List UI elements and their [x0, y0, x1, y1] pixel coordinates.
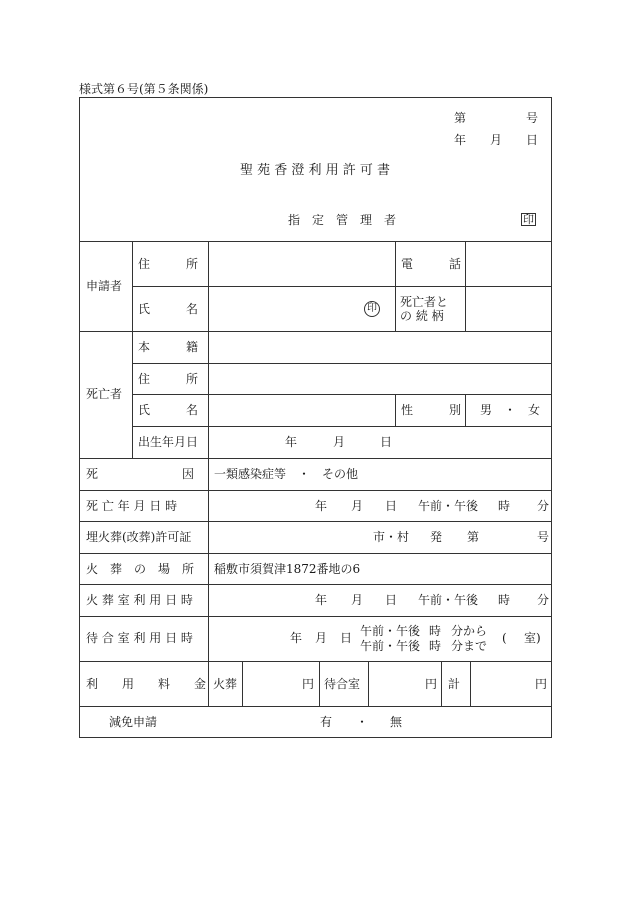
- cremation-month: 月: [351, 593, 364, 607]
- exemption-yes: 有: [320, 715, 333, 729]
- fee-label: 利 用 料 金: [86, 677, 207, 691]
- room-open-paren: (: [502, 631, 507, 645]
- applicant-group-label: 申請者: [86, 279, 123, 293]
- death-ampm: 午前・午後: [418, 499, 479, 513]
- form-caption: 様式第６号(第５条関係): [79, 82, 209, 96]
- deceased-sex-value: 男 ・ 女: [480, 403, 541, 417]
- place-value: 稲敷市須賀津1872番地の6: [214, 562, 361, 576]
- cause-label: 死 因: [86, 467, 195, 481]
- header-date-day: 日: [526, 133, 539, 147]
- cremation-ampm: 午前・午後: [418, 593, 479, 607]
- death-day: 日: [385, 499, 398, 513]
- fee-cremation-label: 火葬: [213, 677, 238, 691]
- waiting-from-minute: 分から: [451, 624, 488, 638]
- applicant-seal-icon: 印: [364, 301, 380, 317]
- deceased-birth-label: 出生年月日: [138, 435, 199, 449]
- waiting-until-ampm: 午前・午後: [360, 639, 421, 653]
- header-date-month: 月: [490, 133, 503, 147]
- death-minute: 分: [537, 499, 550, 513]
- waiting-room-label: 待 合 室 利 用 日 時: [86, 631, 193, 645]
- permit-form: [79, 97, 552, 738]
- permit-go: 号: [537, 530, 550, 544]
- fee-total-yen: 円: [535, 677, 548, 691]
- deceased-address-label: 住 所: [138, 372, 199, 386]
- room-close: 室): [524, 631, 541, 645]
- fee-cremation-yen: 円: [302, 677, 315, 691]
- permit-no: 第: [467, 530, 480, 544]
- cause-value: 一類感染症等 ・ その他: [214, 467, 359, 481]
- waiting-from-ampm: 午前・午後: [360, 624, 421, 638]
- exemption-dot: ・: [356, 715, 369, 729]
- deceased-group-label: 死亡者: [86, 387, 123, 401]
- cremation-year: 年: [315, 593, 328, 607]
- place-label: 火 葬 の 場 所: [86, 562, 195, 576]
- permit-city: 市・村: [373, 530, 410, 544]
- birth-month: 月: [333, 435, 346, 449]
- death-month: 月: [351, 499, 364, 513]
- waiting-from-hour: 時: [429, 624, 442, 638]
- birth-day: 日: [380, 435, 393, 449]
- exemption-no: 無: [390, 715, 403, 729]
- waiting-month: 月: [315, 631, 328, 645]
- header-date-year: 年: [454, 133, 467, 147]
- exemption-label: 減免申請: [109, 715, 158, 729]
- cremation-minute: 分: [537, 593, 550, 607]
- manager-label: 指 定 管 理 者: [288, 213, 397, 227]
- relation-label-line1: 死亡者と: [400, 295, 449, 309]
- fee-waiting-yen: 円: [425, 677, 438, 691]
- fee-total-label: 計: [448, 677, 461, 691]
- relation-label-line2: の 続 柄: [400, 309, 444, 323]
- birth-year: 年: [285, 435, 298, 449]
- waiting-year: 年: [290, 631, 303, 645]
- permit-number-suffix: 号: [526, 111, 539, 125]
- permit-label: 埋火葬(改葬)許可証: [86, 530, 192, 544]
- applicant-name-label: 氏 名: [138, 302, 199, 316]
- manager-seal-icon: 印: [523, 213, 534, 226]
- cremation-room-label: 火 葬 室 利 用 日 時: [86, 593, 193, 607]
- fee-waiting-label: 待合室: [324, 677, 361, 691]
- deceased-name-label: 氏 名: [138, 403, 199, 417]
- waiting-until-minute: 分まで: [451, 639, 488, 653]
- cremation-day: 日: [385, 593, 398, 607]
- applicant-address-label: 住 所: [138, 257, 199, 271]
- permit-number-prefix: 第: [454, 111, 467, 125]
- deceased-sex-label: 性 別: [401, 403, 462, 417]
- deceased-domicile-label: 本 籍: [138, 340, 199, 354]
- applicant-phone-label: 電 話: [401, 257, 462, 271]
- waiting-day: 日: [340, 631, 353, 645]
- waiting-until-hour: 時: [429, 639, 442, 653]
- death-year: 年: [315, 499, 328, 513]
- death-datetime-label: 死 亡 年 月 日 時: [86, 499, 178, 513]
- cremation-hour: 時: [498, 593, 511, 607]
- death-hour: 時: [498, 499, 511, 513]
- page-title: 聖 苑 香 澄 利 用 許 可 書: [240, 163, 391, 178]
- permit-issue: 発: [430, 530, 443, 544]
